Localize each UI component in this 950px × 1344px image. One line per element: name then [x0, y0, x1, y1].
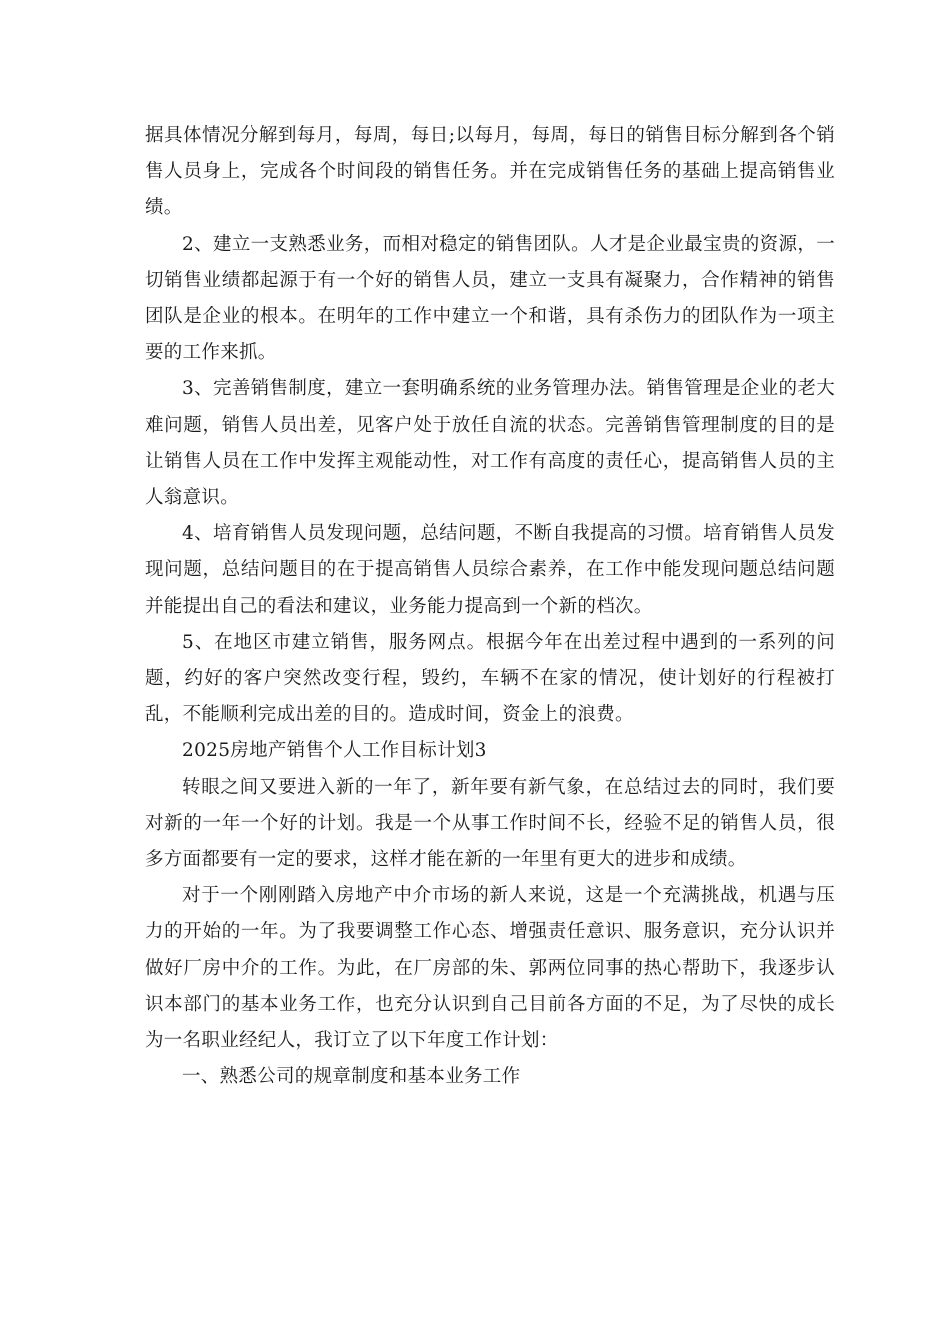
paragraph-1: 据具体情况分解到每月，每周，每日;以每月，每周，每日的销售目标分解到各个销售人员身上，完成各个时间段的销售任务。并在完成销售任务的基础上提高销售业绩。 — [145, 125, 835, 219]
subsection-heading: 一、熟悉公司的规章制度和基本业务工作 — [182, 1066, 521, 1088]
paragraph-5: 5、在地区市建立销售，服务网点。根据今年在出差过程中遇到的一系列的问题，约好的客户突然改变行程，毁约，车辆不在家的情况，使计划好的行程被打乱，不能顺利完成出差的目的。造成时间，资金上的浪费。 — [145, 631, 835, 726]
section-heading: 2025房地产销售个人工作目标计划3 — [182, 740, 487, 762]
paragraph-2: 2、建立一支熟悉业务，而相对稳定的销售团队。人才是企业最宝贵的资源，一切销售业绩都起源于有一个好的销售人员，建立一支具有凝聚力，合作精神的销售团队是企业的根本。在明年的工作中建立一个和谐，具有杀伤力的团队作为一项主要的工作来抓。 — [145, 233, 835, 364]
paragraph-3: 3、完善销售制度，建立一套明确系统的业务管理办法。销售管理是企业的老大难问题，销售人员出差，见客户处于放任自流的状态。完善销售管理制度的目的是让销售人员在工作中发挥主观能动性，对工作有高度的责任心，提高销售人员的主人翁意识。 — [145, 378, 835, 509]
paragraph-4: 4、培育销售人员发现问题，总结问题，不断自我提高的习惯。培育销售人员发现问题，总结问题目的在于提高销售人员综合素养，在工作中能发现问题总结问题并能提出自己的看法和建议，业务能力提高到一个新的档次。 — [145, 523, 835, 617]
paragraph-7: 对于一个刚刚踏入房地产中介市场的新人来说，这是一个充满挑战，机遇与压力的开始的一年。为了我要调整工作心态、增强责任意识、服务意识，充分认识并做好厂房中介的工作。为此，在厂房部的朱、郭两位同事的热心帮助下，我逐步认识本部门的基本业务工作，也充分认识到自己目前各方面的不足，为了尽快的成长为一名职业经纪人，我订立了以下年度工作计划： — [145, 885, 835, 1052]
paragraph-6: 转眼之间又要进入新的一年了，新年要有新气象，在总结过去的同时，我们要对新的一年一个好的计划。我是一个从事工作时间不长，经验不足的销售人员，很多方面都要有一定的要求，这样才能在新的一年里有更大的进步和成绩。 — [145, 776, 835, 871]
document-body — [145, 118, 835, 1095]
